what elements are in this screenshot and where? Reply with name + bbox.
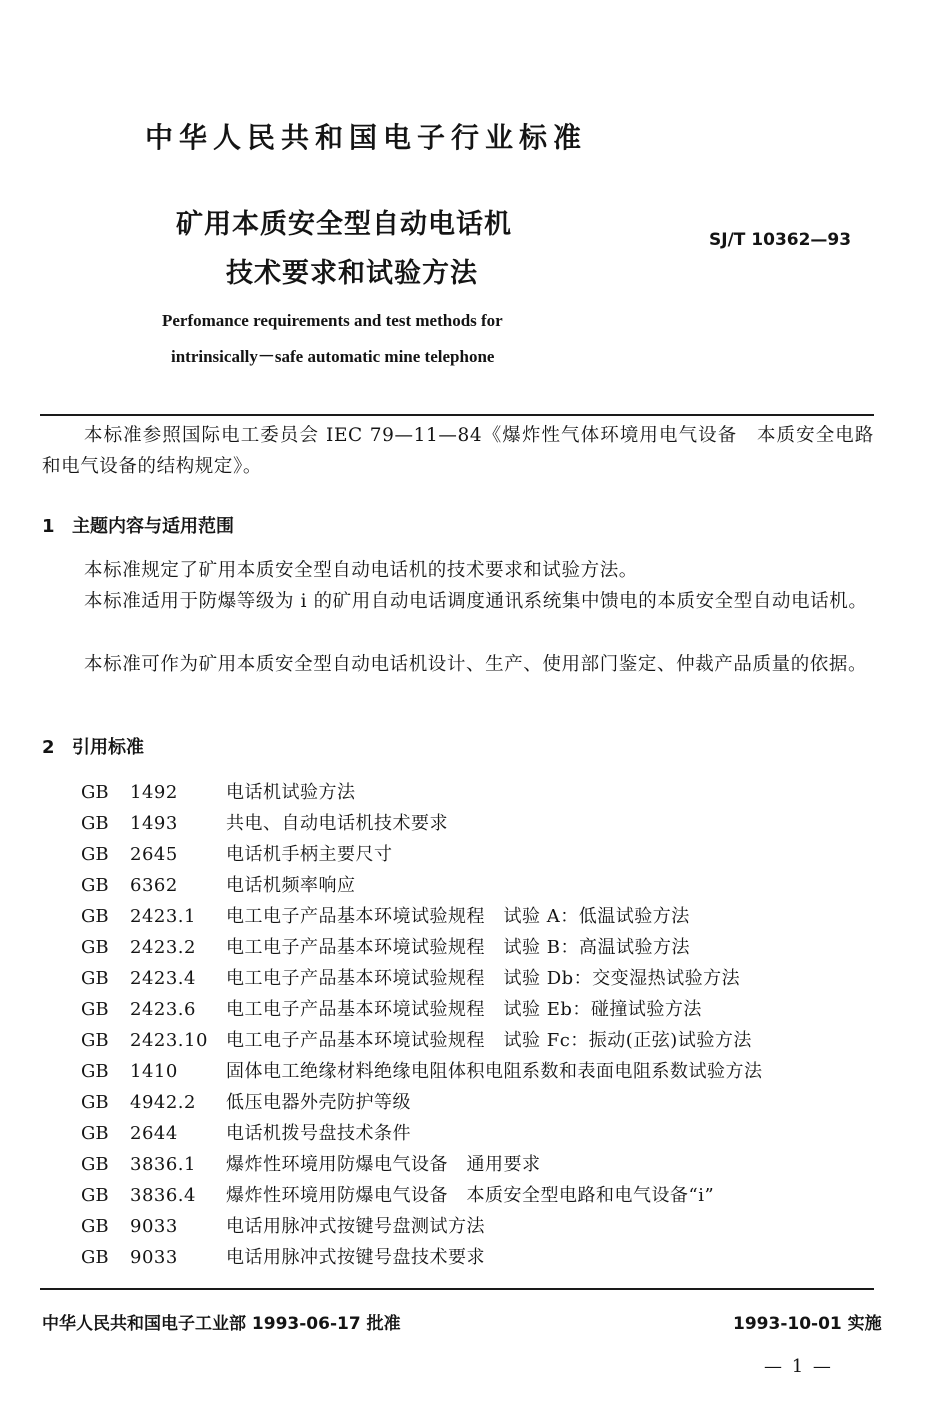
reference-number: 1492 <box>130 782 178 803</box>
section-2-heading <box>42 733 144 759</box>
top-divider <box>40 414 874 416</box>
reference-number: 2423.6 <box>130 999 196 1020</box>
reference-item <box>81 1183 763 1214</box>
reference-item <box>81 780 763 811</box>
reference-name: 固体电工绝缘材料绝缘电阻体积电阻系数和表面电阻系数试验方法 <box>226 1061 763 1082</box>
reference-name: 电工电子产品基本环境试验规程 试验 A：低温试验方法 <box>226 906 690 927</box>
reference-number: 9033 <box>130 1247 178 1268</box>
reference-name: 电话机频率响应 <box>226 875 356 896</box>
reference-prefix: GB <box>81 906 109 927</box>
reference-prefix: GB <box>81 875 109 896</box>
section-1-paragraph-2: 本标准适用于防爆等级为 i 的矿用自动电话调度通讯系统集中馈电的本质安全型自动电话机。 <box>84 591 868 612</box>
approval-statement: 中华人民共和国电子工业部 1993-06-17 批准 <box>42 1314 401 1334</box>
reference-prefix: GB <box>81 999 109 1020</box>
bottom-divider <box>40 1288 874 1290</box>
reference-item <box>81 873 763 904</box>
reference-item <box>81 1028 763 1059</box>
referenced-standards-list <box>81 780 763 1276</box>
reference-prefix: GB <box>81 1123 109 1144</box>
reference-number: 2423.4 <box>130 968 196 989</box>
reference-item <box>81 1090 763 1121</box>
reference-item <box>81 997 763 1028</box>
reference-name: 电工电子产品基本环境试验规程 试验 Db：交变湿热试验方法 <box>226 968 741 989</box>
reference-item <box>81 904 763 935</box>
reference-name: 电话机试验方法 <box>226 782 356 803</box>
reference-number: 2644 <box>130 1123 178 1144</box>
reference-item <box>81 1152 763 1183</box>
page-number: — 1 — <box>764 1356 833 1377</box>
reference-item <box>81 811 763 842</box>
reference-prefix: GB <box>81 1185 109 1206</box>
standard-number: SJ/T 10362—93 <box>709 230 852 250</box>
reference-name: 爆炸性环境用防爆电气设备 本质安全型电路和电气设备“i” <box>226 1185 715 1206</box>
reference-prefix: GB <box>81 1247 109 1268</box>
section-1-title: 主题内容与适用范围 <box>72 516 234 537</box>
reference-item <box>81 1059 763 1090</box>
reference-number: 6362 <box>130 875 178 896</box>
reference-prefix: GB <box>81 968 109 989</box>
reference-name: 爆炸性环境用防爆电气设备 通用要求 <box>226 1154 541 1175</box>
reference-prefix: GB <box>81 782 109 803</box>
reference-number: 3836.4 <box>130 1185 196 1206</box>
reference-prefix: GB <box>81 844 109 865</box>
reference-prefix: GB <box>81 813 109 834</box>
reference-item <box>81 1214 763 1245</box>
section-1-heading <box>42 512 234 538</box>
reference-item <box>81 842 763 873</box>
reference-name: 电工电子产品基本环境试验规程 试验 B：高温试验方法 <box>226 937 690 958</box>
reference-name: 电工电子产品基本环境试验规程 试验 Eb：碰撞试验方法 <box>226 999 702 1020</box>
reference-number: 1410 <box>130 1061 178 1082</box>
reference-item <box>81 935 763 966</box>
implementation-date: 1993-10-01 实施 <box>733 1314 882 1334</box>
reference-name: 电话机手柄主要尺寸 <box>226 844 393 865</box>
reference-item <box>81 966 763 997</box>
reference-number: 3836.1 <box>130 1154 196 1175</box>
section-1-paragraph-1: 本标准规定了矿用本质安全型自动电话机的技术要求和试验方法。 <box>84 560 638 581</box>
reference-prefix: GB <box>81 1030 109 1051</box>
reference-item <box>81 1121 763 1152</box>
reference-name: 电话机拨号盘技术条件 <box>226 1123 411 1144</box>
reference-name: 电话用脉冲式按键号盘技术要求 <box>226 1247 485 1268</box>
document-title-line-2: 技术要求和试验方法 <box>226 258 478 289</box>
reference-name: 低压电器外壳防护等级 <box>226 1092 411 1113</box>
reference-number: 2423.1 <box>130 906 196 927</box>
english-title-line-2: intrinsically－safe automatic mine telephone <box>171 347 495 366</box>
reference-number: 4942.2 <box>130 1092 196 1113</box>
section-2-number: 2 <box>42 737 55 758</box>
reference-number: 2423.2 <box>130 937 196 958</box>
intro-paragraph: 本标准参照国际电工委员会 IEC 79—11—84《爆炸性气体环境用电气设备 本质安全电路和电气设备的结构规定》。 <box>42 425 874 477</box>
section-1-number: 1 <box>42 516 55 537</box>
section-1-paragraph-3: 本标准可作为矿用本质安全型自动电话机设计、生产、使用部门鉴定、仲裁产品质量的依据。 <box>84 654 868 675</box>
english-title-line-1: Perfomance requirements and test methods for <box>162 311 503 330</box>
document-title-line-1: 矿用本质安全型自动电话机 <box>176 209 512 240</box>
industry-standard-header: 中华人民共和国电子行业标准 <box>145 121 588 154</box>
reference-number: 9033 <box>130 1216 178 1237</box>
reference-name: 共电、自动电话机技术要求 <box>226 813 448 834</box>
reference-prefix: GB <box>81 1061 109 1082</box>
section-2-title: 引用标准 <box>72 737 144 758</box>
reference-prefix: GB <box>81 1092 109 1113</box>
reference-number: 2423.10 <box>130 1030 208 1051</box>
reference-name: 电话用脉冲式按键号盘测试方法 <box>226 1216 485 1237</box>
reference-number: 2645 <box>130 844 178 865</box>
reference-prefix: GB <box>81 1216 109 1237</box>
reference-prefix: GB <box>81 937 109 958</box>
reference-number: 1493 <box>130 813 178 834</box>
reference-item <box>81 1245 763 1276</box>
reference-name: 电工电子产品基本环境试验规程 试验 Fc：振动(正弦)试验方法 <box>226 1030 752 1051</box>
reference-prefix: GB <box>81 1154 109 1175</box>
